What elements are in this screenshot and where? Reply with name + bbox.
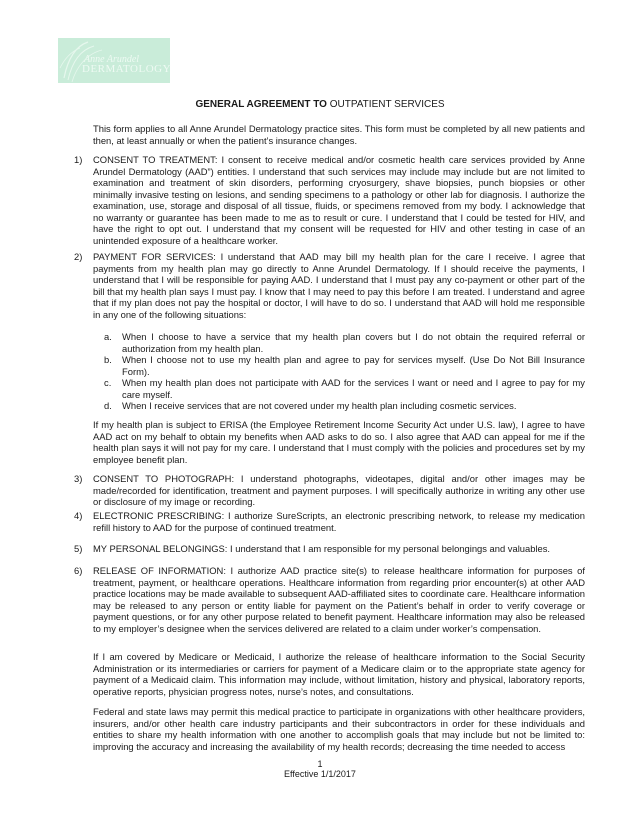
list-label: c. [104, 377, 112, 388]
list-item: When I choose not to use my health plan and agree to pay for services myself. (Use Do Not Bill Insurance Form). [122, 354, 585, 377]
section-consent-treatment: CONSENT TO TREATMENT: I consent to receive medical and/or cosmetic health care services provided by Anne Arundel Dermatology (AAD”) entities. I understand that such services may include may include but are not limited to examination and treatment of skin disorders, performing cryosurgery, shave biopsies, punch biopsies or other minimally invasive testing on lesions, and sending specimens to a pathology or other lab for diagnosis. I authorize the examination, use, storage and disposal of all tissue, fluids, or specimens removed from my body. I acknowledge that no warranty or guarantee has been made to me as to result or cure. I understand that I could be tested for HIV, and have the right to opt out. I understand that my consent will be requested for HIV and other testing in case of an unintended exposure of a healthcare worker. [93, 154, 585, 246]
title-bold: GENERAL AGREEMENT TO [195, 99, 327, 110]
title-rest: OUTPATIENT SERVICES [329, 99, 445, 110]
section-belongings: MY PERSONAL BELONGINGS: I understand that I am responsible for my personal belongings and valuables. [93, 543, 551, 554]
list-label: a. [104, 331, 112, 342]
section-number: 6) [74, 565, 83, 576]
intro-paragraph: This form applies to all Anne Arundel Dermatology practice sites. This form must be completed by all new patients and then, at least annually or when the patient’s insurance changes. [93, 123, 585, 146]
section-number: 5) [74, 543, 83, 554]
section-number: 2) [74, 251, 83, 262]
logo-text-line2: DERMATOLOGY [82, 63, 172, 75]
list-item: When I receive services that are not covered under my health plan including cosmetic services. [122, 400, 517, 411]
effective-date: Effective 1/1/2017 [284, 769, 356, 779]
logo-text-line1: Anne Arundel [84, 54, 140, 65]
medicare-paragraph: If I am covered by Medicare or Medicaid, I authorize the release of healthcare information to the Social Security Administration or its intermediaries or carriers for payment of a Medicare claim or to the appropriate state agency for payment of a Medicaid claim. This information may include, without limitation, history and physical, laboratory reports, operative reports, physician progress notes, nurse’s notes, and consultations. [93, 651, 585, 697]
page-number: 1 [317, 759, 323, 769]
list-item: When I choose to have a service that my health plan covers but I do not obtain the required referral or authorization from my health plan. [122, 331, 585, 354]
section-photograph: CONSENT TO PHOTOGRAPH: I understand photographs, videotapes, digital and/or other images may be made/recorded for identification, treatment and payment purposes. I will specifically authorize in writing any other use or disclosure of my image or recording. [93, 473, 585, 507]
erisa-paragraph: If my health plan is subject to ERISA (the Employee Retirement Income Security Act under U.S. law), I agree to have AAD act on my behalf to obtain my benefits when AAD asks to do so. I also agree that AAD can appeal for me if the health plan says it will not pay for my care. I understand that I must comply with the policies and procedures set by my employee benefit plan. [93, 419, 585, 465]
list-label: d. [104, 400, 112, 411]
company-logo [58, 38, 170, 83]
section-e-prescribing: ELECTRONIC PRESCRIBING: I authorize SureScripts, an electronic prescribing network, to release my medication refill history to AAD for the purpose of continued treatment. [93, 510, 585, 533]
section-number: 1) [74, 154, 83, 165]
document-title [0, 99, 640, 111]
section-number: 3) [74, 473, 83, 484]
section-release-info: RELEASE OF INFORMATION: I authorize AAD practice site(s) to release healthcare information for purposes of treatment, payment, or healthcare operations. Healthcare information from regarding prior encounter(s) at other AAD practice locations may be made available to subsequent AAD-affiliated sites to coordinate care. Healthcare information may be released to any person or entity liable for payment on the Patient’s behalf in order to verify coverage or payment questions, or for any other purpose related to benefit payment. Healthcare information may also be released to my employer’s designee when the services delivered are related to a claim under worker’s compensation. [93, 565, 585, 634]
section-number: 4) [74, 510, 83, 521]
list-label: b. [104, 354, 112, 365]
federal-laws-paragraph: Federal and state laws may permit this medical practice to participate in organizations with other healthcare providers, insurers, and/or other health care industry participants and their subcontractors in order for these individuals and entities to share my health information with one another to accomplish goals that may include but not be limited to: improving the accuracy and increasing the availability of my health records; decreasing the time needed to access [93, 706, 585, 752]
section-payment: PAYMENT FOR SERVICES: I understand that AAD may bill my health plan for the care I receive. I agree that payments from my health plan may go directly to Anne Arundel Dermatology. If I should receive the payments, I understand that I will be responsible for paying AAD. I understand that I must pay any co-payment or other part of the bill that my health plan says I must pay. I know that I may need to pay this before I am treated. I understand and agree that if my plan does not pay the hospital or doctor, I will have to do so. I understand that AAD will hold me responsible in any one of the following situations: [93, 251, 585, 320]
list-item: When my health plan does not participate with AAD for the services I want or need and I agree to pay for my care myself. [122, 377, 585, 400]
